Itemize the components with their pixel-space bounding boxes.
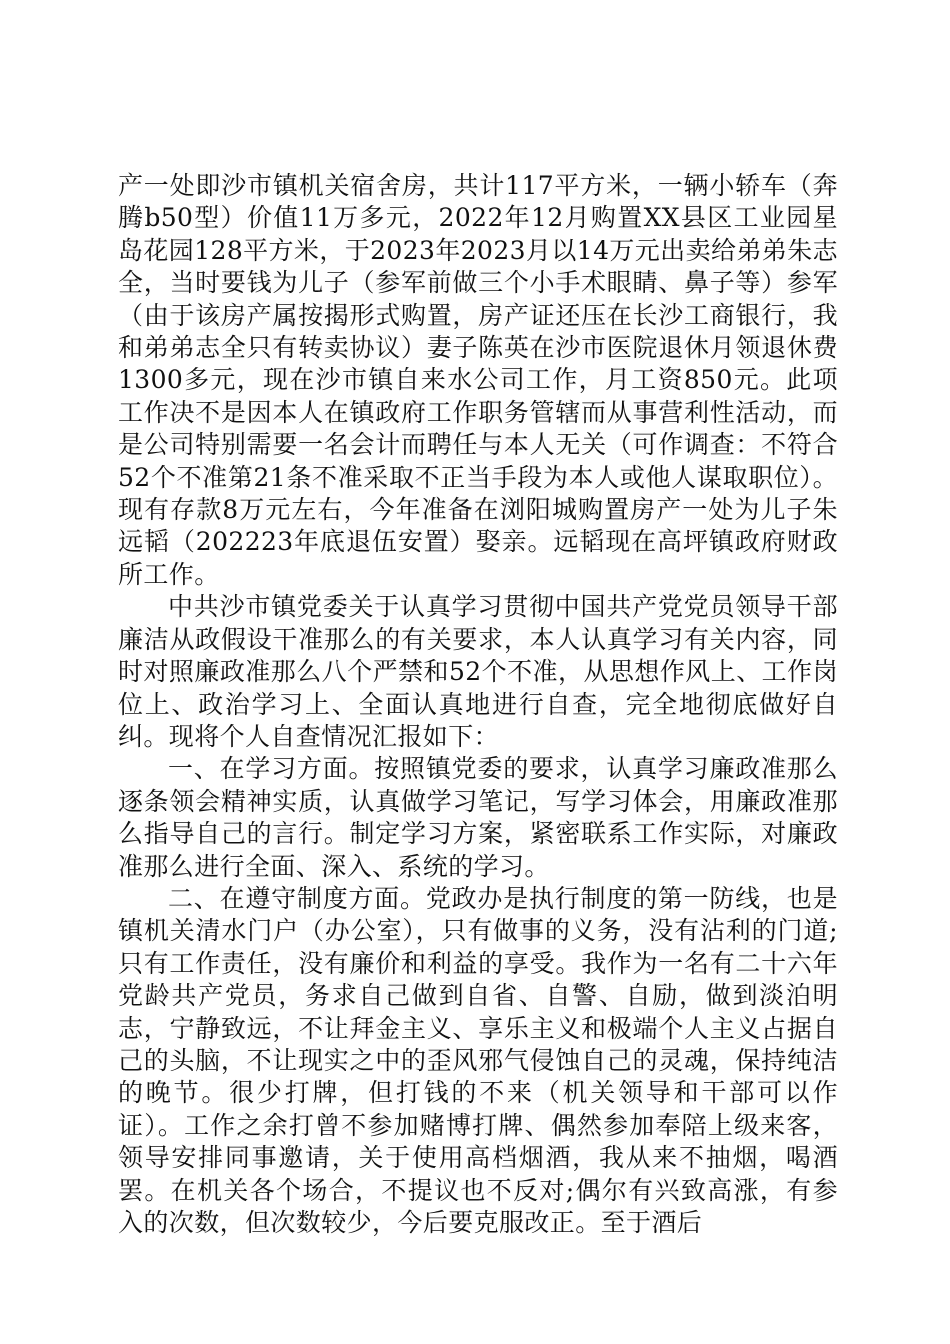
paragraph-rules-compliance: 二、在遵守制度方面。党政办是执行制度的第一防线，也是镇机关清水门户（办公室），只有做事的义务，没有沾利的门道;只有工作责任，没有廉价和利益的享受。我作为一名有二十六年党龄共产党员，务求自己做到自省、自警、自励，做到淡泊明志，宁静致远，不让拜金主义、享乐主义和极端个人主义占据自己的头脑，不让现实之中的歪风邪气侵蚀自己的灵魂，保持纯洁的晚节。很少打牌，但打钱的不来（机关领导和干部可以作证）。工作之余打曾不参加赌博打牌、偶然参加奉陪上级来客，领导安排同事邀请，关于使用高档烟酒，我从来不抽烟，喝酒罢。在机关各个场合，不提议也不反对;偶尔有兴致高涨，有参入的次数，但次数较少，今后要克服改正。至于酒后 xyxy=(118,883,838,1237)
paragraph-introduction: 中共沙市镇党委关于认真学习贯彻中国共产党党员领导干部廉洁从政假设干准那么的有关要求，本人认真学习有关内容，同时对照廉政准那么八个严禁和52个不准，从思想作风上、工作岗位上、政治学习上、全面认真地进行自查，完全地彻底做好自纠。现将个人自查情况汇报如下： xyxy=(118,592,838,751)
document-body xyxy=(118,170,838,1239)
paragraph-study: 一、在学习方面。按照镇党委的要求，认真学习廉政准那么逐条领会精神实质，认真做学习笔记，写学习体会，用廉政准那么指导自己的言行。制定学习方案，紧密联系工作实际，对廉政准那么进行全面、深入、系统的学习。 xyxy=(118,754,838,881)
paragraph-assets: 产一处即沙市镇机关宿舍房，共计117平方米，一辆小轿车（奔腾b50型）价值11万多元，2022年12月购置XX县区工业园星岛花园128平方米，于2023年2023月以14万元出卖给弟弟朱志全，当时要钱为儿子（参军前做三个小手术眼睛、鼻子等）参军（由于该房产属按揭形式购置，房产证还压在长沙工商银行，我和弟弟志全只有转卖协议）妻子陈英在沙市医院退休月领退休费1300多元，现在沙市镇自来水公司工作，月工资850元。此项工作决不是因本人在镇政府工作职务管辖而从事营利性活动，而是公司特别需要一名会计而聘任与本人无关（可作调查：不符合52个不准第21条不准采取不正当手段为本人或他人谋取职位）。现有存款8万元左右，今年准备在浏阳城购置房产一处为儿子朱远韬（202223年底退伍安置）娶亲。远韬现在高坪镇政府财政所工作。 xyxy=(118,171,838,589)
